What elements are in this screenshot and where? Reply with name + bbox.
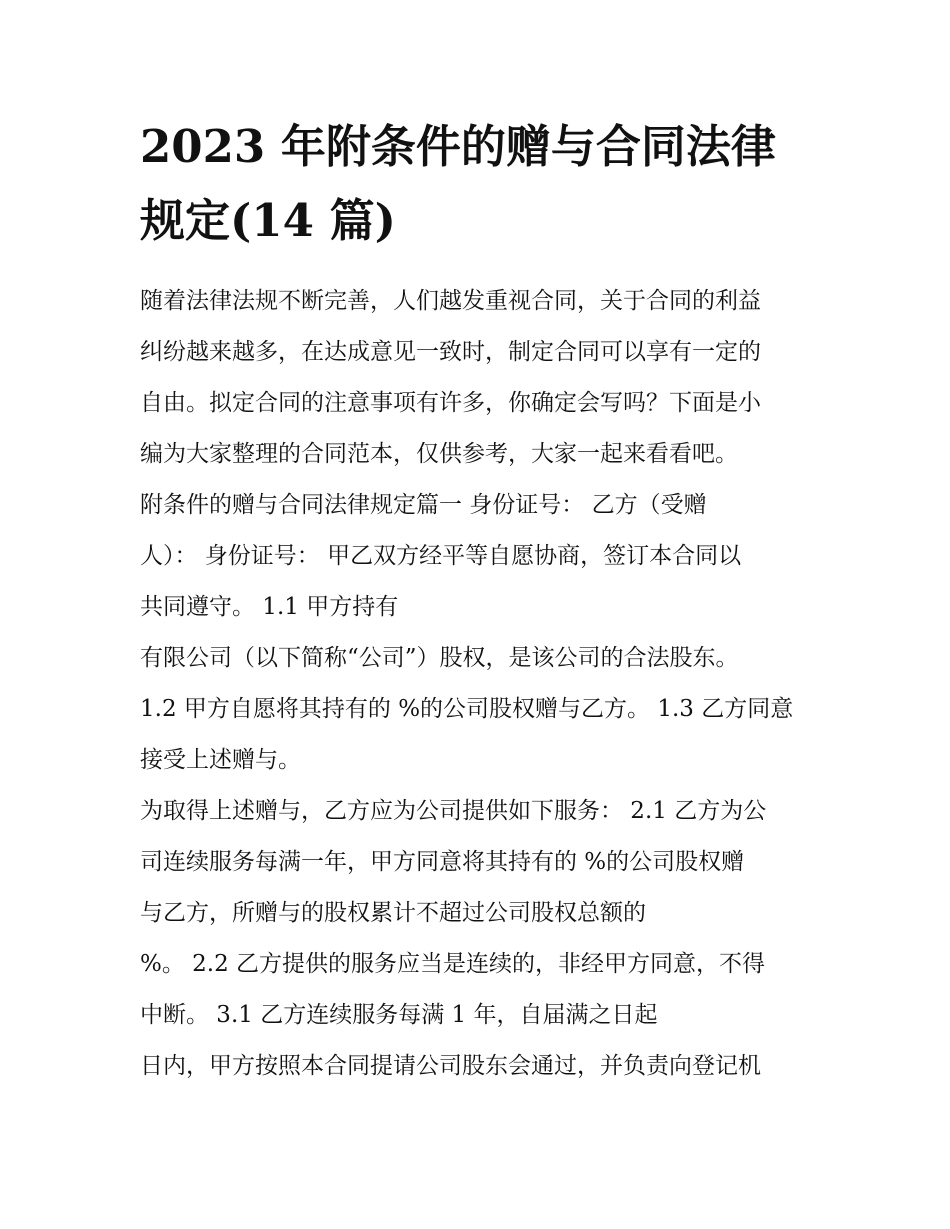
document-body: [140, 276, 830, 1092]
body-line: %。 2.2 乙方提供的服务应当是连续的，非经甲方同意，不得: [140, 951, 766, 977]
title-line: 规定(14 篇): [140, 194, 396, 247]
body-line: 中断。 3.1 乙方连续服务每满 1 年，自届满之日起: [140, 1002, 658, 1028]
body-line: 司连续服务每满一年，甲方同意将其持有的 %的公司股权赠: [140, 849, 745, 875]
body-line: 接受上述赠与。: [140, 747, 301, 773]
document-title: [140, 110, 820, 258]
body-line: 有限公司（以下简称“公司”）股权，是该公司的合法股东。: [140, 645, 739, 671]
body-line: 共同遵守。 1.1 甲方持有: [140, 594, 399, 620]
body-line: 自由。拟定合同的注意事项有许多，你确定会写吗？下面是小: [140, 390, 761, 416]
body-line: 编为大家整理的合同范本，仅供参考，大家一起来看看吧。: [140, 441, 738, 467]
body-line: 为取得上述赠与，乙方应为公司提供如下服务： 2.1 乙方为公: [140, 798, 767, 824]
body-line: 1.2 甲方自愿将其持有的 %的公司股权赠与乙方。 1.3 乙方同意: [140, 696, 794, 722]
body-line: 人）： 身份证号： 甲乙双方经平等自愿协商，签订本合同以: [140, 543, 742, 569]
title-line: 2023 年附条件的赠与合同法律: [140, 120, 776, 173]
body-line: 与乙方，所赠与的股权累计不超过公司股权总额的: [140, 900, 646, 926]
body-line: 附条件的赠与合同法律规定篇一 身份证号： 乙方（受赠: [140, 492, 707, 518]
body-line: 日内，甲方按照本合同提请公司股东会通过，并负责向登记机: [140, 1053, 761, 1079]
body-line: 随着法律法规不断完善，人们越发重视合同，关于合同的利益: [140, 288, 761, 314]
body-line: 纠纷越来越多，在达成意见一致时，制定合同可以享有一定的: [140, 339, 761, 365]
